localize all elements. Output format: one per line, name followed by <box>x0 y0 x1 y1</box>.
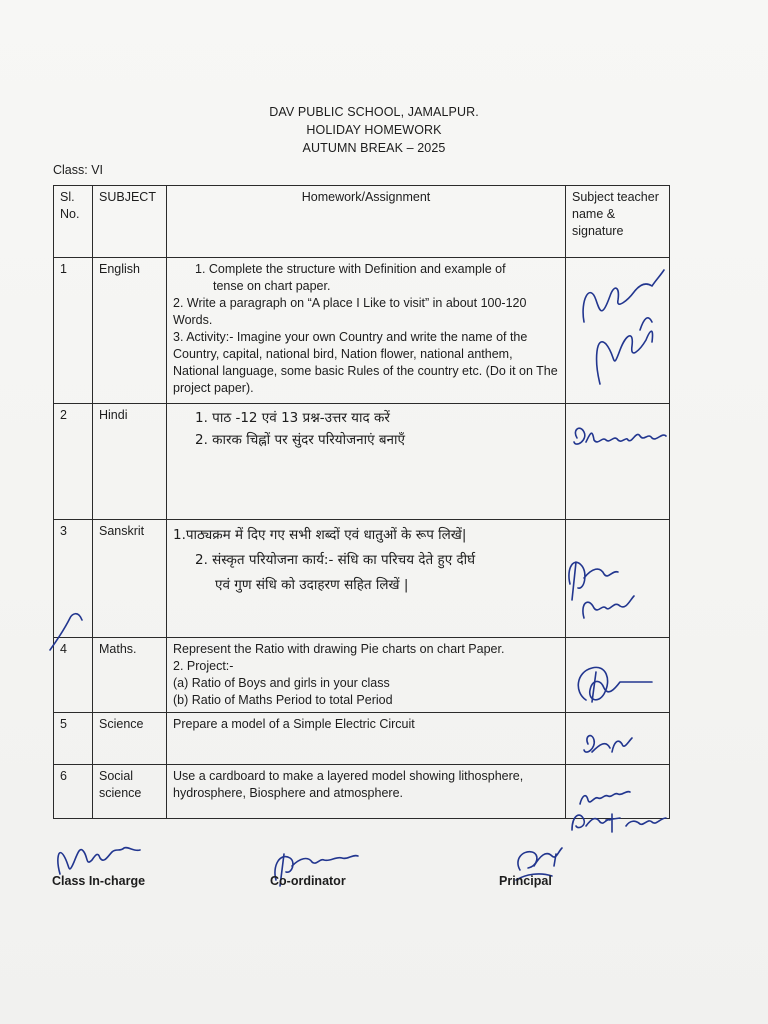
homework-line: 2. Project:- <box>173 659 234 673</box>
homework-title: HOLIDAY HOMEWORK <box>306 123 442 137</box>
homework-line: 2. संस्कृत परियोजना कार्य:- संधि का परिचय देते हुए दीर्घ <box>195 552 476 568</box>
subject-name: Hindi <box>93 404 167 520</box>
margin-mark <box>50 614 82 650</box>
subject-name: English <box>93 258 167 404</box>
serial-number: 2 <box>54 404 93 520</box>
header-subject: SUBJECT <box>93 186 167 258</box>
homework-line: 2. कारक चिह्नों पर सुंदर परियोजनाएं बनाएँ <box>195 432 405 448</box>
header-homework: Homework/Assignment <box>167 186 566 258</box>
principal-label: Principal <box>499 874 552 888</box>
subject-name: Social science <box>93 765 167 819</box>
header-sl: Sl. No. <box>54 186 93 258</box>
subject-name: Science <box>93 713 167 765</box>
homework-line: 1. Complete the structure with Definition and example of <box>195 262 506 276</box>
science-teacher-signature <box>584 736 632 752</box>
homework-line: (b) Ratio of Maths Period to total Period <box>173 693 393 707</box>
homework-line: 3. Activity:- Imagine your own Country and write the name of the Country, capital, national bird, Nation flower, national anthem, National language, some basic Rules of the country etc. (Do it on The project paper). <box>173 330 558 395</box>
hindi-teacher-signature <box>574 428 666 444</box>
class-label: Class: VI <box>53 163 104 177</box>
term-title: AUTUMN BREAK – 2025 <box>302 141 446 155</box>
coordinator-label: Co-ordinator <box>270 874 346 888</box>
homework-line: 1. पाठ -12 एवं 13 प्रश्न-उत्तर याद करें <box>195 410 390 426</box>
sanskrit-teacher-signature <box>569 562 634 618</box>
serial-number: 4 <box>54 638 93 713</box>
subject-name: Sanskrit <box>93 520 167 638</box>
social-science-teacher-signature <box>572 792 666 832</box>
subject-name: Maths. <box>93 638 167 713</box>
homework-line: Represent the Ratio with drawing Pie charts on chart Paper. <box>173 642 505 656</box>
serial-number: 3 <box>54 520 93 638</box>
homework-line: tense on chart paper. <box>213 279 331 293</box>
homework-line: Use a cardboard to make a layered model showing lithosphere, hydrosphere, Biosphere and atmosphere. <box>173 769 524 800</box>
homework-line: (a) Ratio of Boys and girls in your class <box>173 676 390 690</box>
homework-line: 2. Write a paragraph on “A place I Like to visit” in about 100-120 Words. <box>173 296 527 327</box>
maths-teacher-signature <box>578 667 652 702</box>
homework-line: 1.पाठ्यक्रम में दिए गए सभी शब्दों एवं धातुओं के रूप लिखें| <box>173 527 467 543</box>
header-teacher: Subject teacher name & signature <box>566 186 670 258</box>
serial-number: 1 <box>54 258 93 404</box>
class-incharge-label: Class In-charge <box>52 874 146 888</box>
class-incharge-signature <box>58 848 140 874</box>
english-teacher-signature <box>583 270 664 384</box>
serial-number: 6 <box>54 765 93 819</box>
serial-number: 5 <box>54 713 93 765</box>
school-name: DAV PUBLIC SCHOOL, JAMALPUR. <box>269 105 479 119</box>
homework-line: एवं गुण संधि को उदाहरण सहित लिखें | <box>215 577 409 593</box>
homework-line: Prepare a model of a Simple Electric Circuit <box>173 717 415 731</box>
